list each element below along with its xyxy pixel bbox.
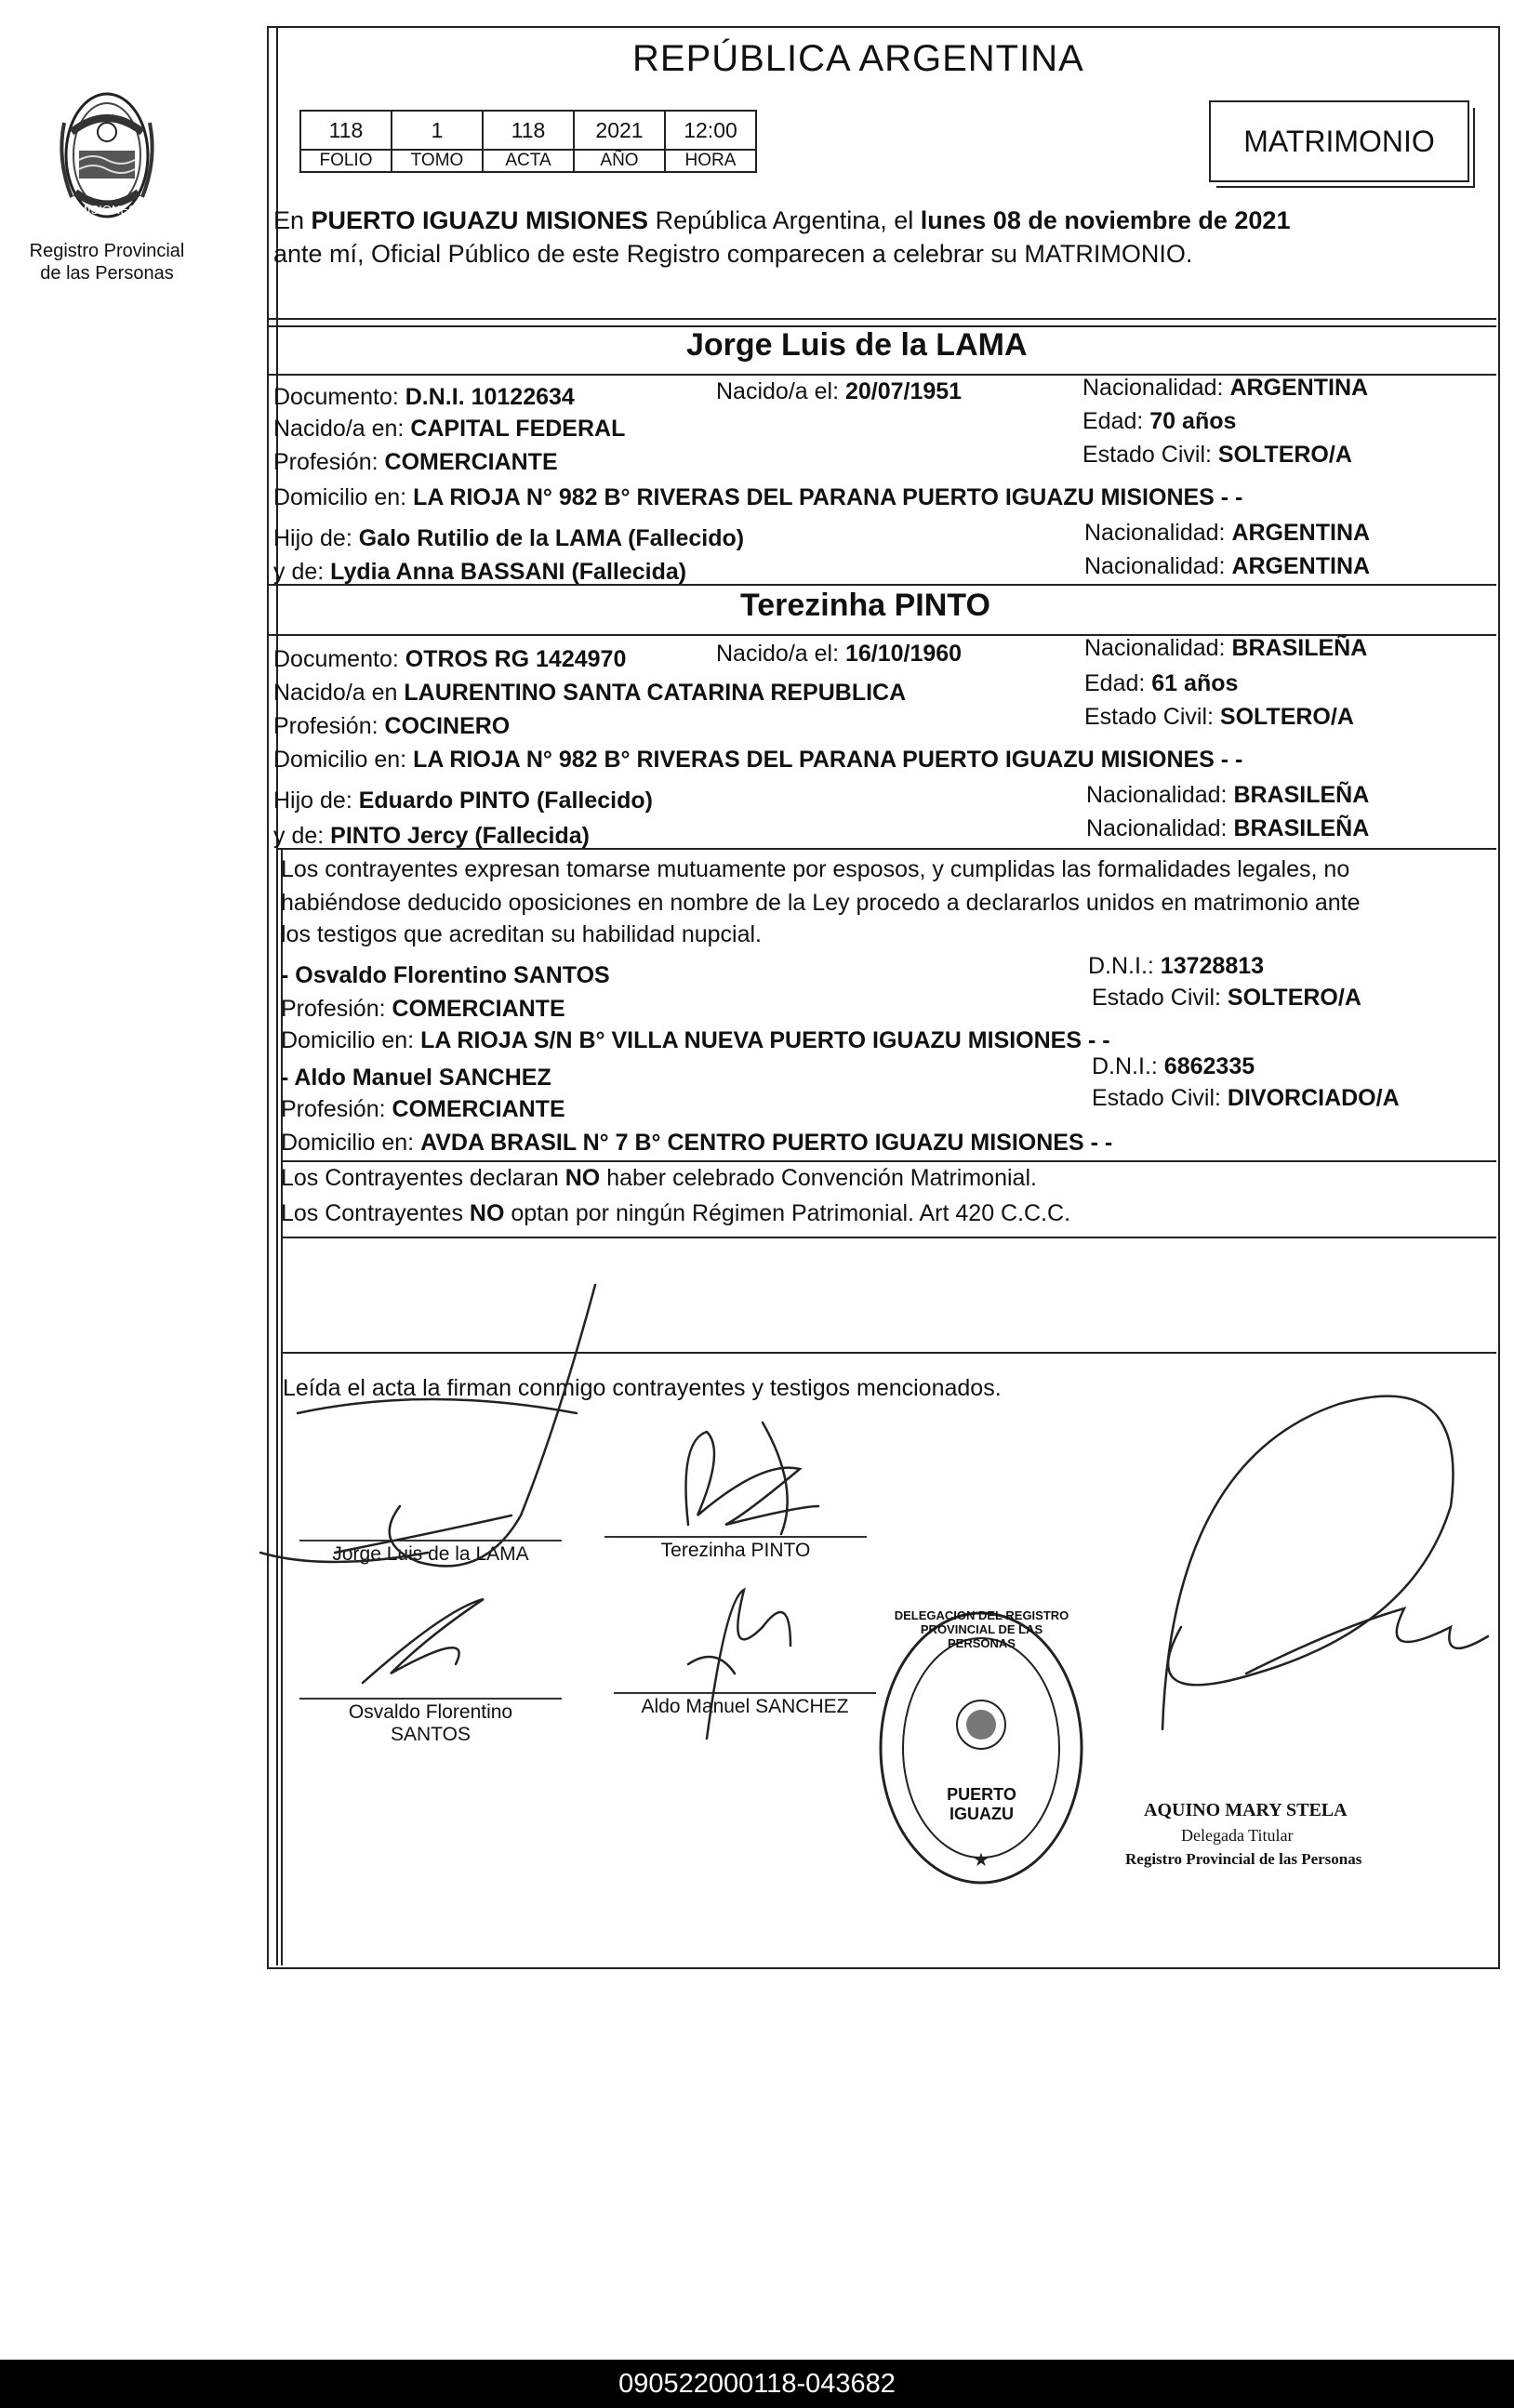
witness1-civil [1092,984,1361,1012]
label: Profesión: [281,1096,392,1122]
witness1-sig-line2: SANTOS [391,1724,471,1745]
convention-line-2 [281,1199,1070,1227]
value: OTROS RG 1424970 [405,646,627,672]
registry-seal-icon [877,1608,1086,1887]
label: Nacionalidad: [1084,553,1232,579]
value: Eduardo PINTO (Fallecido) [358,787,653,814]
value: 61 años [1151,670,1239,696]
spouse1-nationality [1082,374,1368,402]
signature-label-spouse2: Terezinha PINTO [660,1540,811,1561]
label: Edad: [1082,408,1150,434]
label: Domicilio en: [273,747,414,773]
intro-line-2: ante mí, Oficial Público de este Registro comparecen a celebrar su MATRIMONIO. [273,240,1193,268]
spouse2-father [273,787,653,814]
act-type: MATRIMONIO [1243,124,1435,158]
folio-value: 118 [300,111,392,150]
label: Hijo de: [273,525,359,551]
signature-label-witness2: Aldo Manuel SANCHEZ [641,1696,849,1717]
witness1-profession [281,995,565,1023]
label: Profesión: [273,449,385,475]
label: Documento: [273,646,405,672]
registry-seal [877,1608,1086,1887]
spouse1-document [273,383,575,411]
text: Los Contrayentes declaran [281,1165,565,1191]
anio-label: AÑO [574,150,665,172]
spouse1-name: Jorge Luis de la LAMA [686,327,1028,363]
acta-value: 118 [483,111,574,150]
spouse1-mother-nationality [1084,552,1370,580]
label: Nacionalidad: [1086,815,1234,841]
text: Los Contrayentes [281,1200,470,1226]
value: Galo Rutilio de la LAMA (Fallecido) [358,525,745,551]
intro-date: lunes 08 de noviembre de 2021 [920,206,1291,234]
label: Nacionalidad: [1082,375,1230,401]
label: y de: [273,559,331,585]
emblem-text-top: PROVINCIA DE [63,67,151,81]
label: Profesión: [273,713,385,739]
spouse1-mother [273,558,686,586]
label: Nacido/a en [273,680,405,706]
country-title: REPÚBLICA ARGENTINA [632,38,1084,79]
label: Estado Civil: [1092,1085,1228,1111]
anio-value: 2021 [574,111,665,150]
official-name: AQUINO MARY STELA [1144,1800,1348,1820]
label: D.N.I.: [1088,953,1161,979]
spouse1-address [273,483,1242,511]
acta-label: ACTA [483,150,574,172]
spouse1-father [273,524,744,552]
value: 16/10/1960 [844,641,963,667]
value: SOLTERO/A [1227,985,1361,1011]
label: Estado Civil: [1082,442,1218,468]
spouse2-address [273,746,1242,774]
text-bold: NO [469,1200,505,1226]
intro-text: En [273,206,312,234]
witness1-name: - Osvaldo Florentino SANTOS [281,962,610,988]
intro-place: PUERTO IGUAZU MISIONES [311,206,649,234]
act-type-box [1209,100,1469,182]
declaration-line-3: los testigos que acreditan su habilidad nupcial. [281,921,763,947]
text: optan por ningún Régimen Patrimonial. Art 420 C.C.C. [504,1200,1071,1226]
label: Nacionalidad: [1086,782,1234,808]
spouse1-age [1082,407,1236,435]
seal-center-text: PUERTO IGUAZU [947,1785,1016,1823]
value: BRASILEÑA [1231,635,1368,661]
value: COMERCIANTE [392,996,565,1022]
value: DIVORCIADO/A [1227,1085,1400,1111]
label: Estado Civil: [1092,985,1228,1011]
spouse2-name: Terezinha PINTO [740,588,990,623]
witness2-dni [1092,1052,1255,1080]
label: Nacido/a el: [716,641,845,667]
convention-line-1 [281,1164,1037,1192]
spouse2-father-nationality [1086,781,1369,809]
registry-label [28,240,186,284]
seal-ring-text: DELEGACION DEL REGISTRO PROVINCIAL DE LAS PERSONAS [894,1608,1069,1650]
spouse2-birthplace [273,679,906,707]
folio-label: FOLIO [300,150,392,172]
label: Domicilio en: [281,1130,421,1156]
registry-label-line2: de las Personas [40,263,174,284]
handwritten-signatures-icon [242,1274,1507,1925]
spouse1-civil [1082,441,1352,469]
spouse1-profession [273,448,558,476]
spouse2-profession [273,712,510,740]
label: Domicilio en: [273,484,414,510]
label: Edad: [1084,670,1152,696]
record-id-grid [299,110,757,173]
witness2-civil [1092,1084,1400,1112]
value: ARGENTINA [1229,375,1369,401]
value: PINTO Jercy (Fallecida) [330,823,590,849]
value: AVDA BRASIL N° 7 B° CENTRO PUERTO IGUAZU MISIONES - - [420,1130,1113,1156]
spouse2-mother-nationality [1086,814,1369,842]
tomo-label: TOMO [392,150,483,172]
value: COCINERO [384,713,511,739]
value: LA RIOJA N° 982 B° RIVERAS DEL PARANA PUERTO IGUAZU MISIONES - - [413,747,1243,773]
label: Domicilio en: [281,1027,421,1053]
divider [267,584,1496,586]
witness1-address [281,1026,1110,1054]
official-role: Delegada Titular [1181,1826,1294,1845]
official-org: Registro Provincial de las Personas [1125,1850,1362,1868]
label: Nacionalidad: [1084,520,1232,546]
document-code: 090522000118-043682 [618,2368,896,2399]
witness2-address [281,1129,1112,1157]
label: Estado Civil: [1084,704,1220,730]
value: LAURENTINO SANTA CATARINA REPUBLICA [404,680,907,706]
hora-value: 12:00 [665,111,756,150]
closing-statement: Leída el acta la firman conmigo contrayentes y testigos mencionados. [283,1375,1002,1401]
label: Hijo de: [273,787,359,814]
value: D.N.I. 10122634 [405,384,575,410]
spouse1-father-nationality [1084,519,1370,547]
hora-label: HORA [665,150,756,172]
label: y de: [273,823,331,849]
value: 70 años [1149,408,1237,434]
intro-text-2: República Argentina, el [648,206,921,234]
value: SOLTERO/A [1217,442,1352,468]
value: CAPITAL FEDERAL [410,416,626,442]
value: ARGENTINA [1231,553,1371,579]
label: Nacionalidad: [1084,635,1232,661]
text-bold: NO [564,1165,601,1191]
province-emblem [51,67,163,225]
tomo-value: 1 [392,111,483,150]
spouse1-birthplace [273,415,625,443]
spouse2-age [1084,669,1238,697]
value: 20/07/1951 [844,378,963,404]
label: Nacido/a el: [716,378,845,404]
intro-line-1 [273,206,1290,234]
svg-text:★: ★ [973,1850,989,1871]
value: COMERCIANTE [392,1096,565,1122]
value: COMERCIANTE [384,449,558,475]
witness1-sig-line1: Osvaldo Florentino [348,1701,513,1723]
divider [276,848,1496,850]
registry-label-line1: Registro Provincial [29,241,185,261]
declaration-line-1: Los contrayentes expresan tomarse mutuamente por esposos, y cumplidas las formalidades legales, no [281,856,1350,882]
spouse1-born [716,377,962,405]
spouse2-document [273,645,626,673]
value: 13728813 [1160,953,1265,979]
spouse2-nationality [1084,634,1367,662]
emblem-text-bottom: MISIONES [77,203,137,217]
label: Profesión: [281,996,392,1022]
signature-label-spouse1: Jorge Luis de la LAMA [332,1543,529,1565]
document-code-bar [0,2360,1514,2408]
value: Lydia Anna BASSANI (Fallecida) [330,559,687,585]
value: LA RIOJA N° 982 B° RIVERAS DEL PARANA PUERTO IGUAZU MISIONES - - [413,484,1243,510]
value: 6862335 [1163,1053,1255,1079]
spouse2-civil [1084,703,1354,731]
divider [281,1160,1496,1162]
text: haber celebrado Convención Matrimonial. [600,1165,1037,1191]
label: Nacido/a en: [273,416,411,442]
witness2-profession [281,1095,565,1123]
label: Documento: [273,384,405,410]
value: BRASILEÑA [1233,782,1370,808]
divider [267,318,1496,320]
divider [281,1237,1496,1238]
value: SOLTERO/A [1219,704,1354,730]
witness2-name: - Aldo Manuel SANCHEZ [281,1065,551,1091]
witness1-dni [1088,952,1264,980]
declaration-line-2: habiéndose deducido oposiciones en nombre de la Ley procedo a declararlos unidos en matrimonio ante [281,890,1361,916]
spouse2-mother [273,822,590,850]
label: D.N.I.: [1092,1053,1164,1079]
spouse2-born [716,640,962,668]
value: ARGENTINA [1231,520,1371,546]
misiones-coat-of-arms-icon [51,67,163,225]
value: BRASILEÑA [1233,815,1370,841]
value: LA RIOJA S/N B° VILLA NUEVA PUERTO IGUAZU MISIONES - - [420,1027,1110,1053]
